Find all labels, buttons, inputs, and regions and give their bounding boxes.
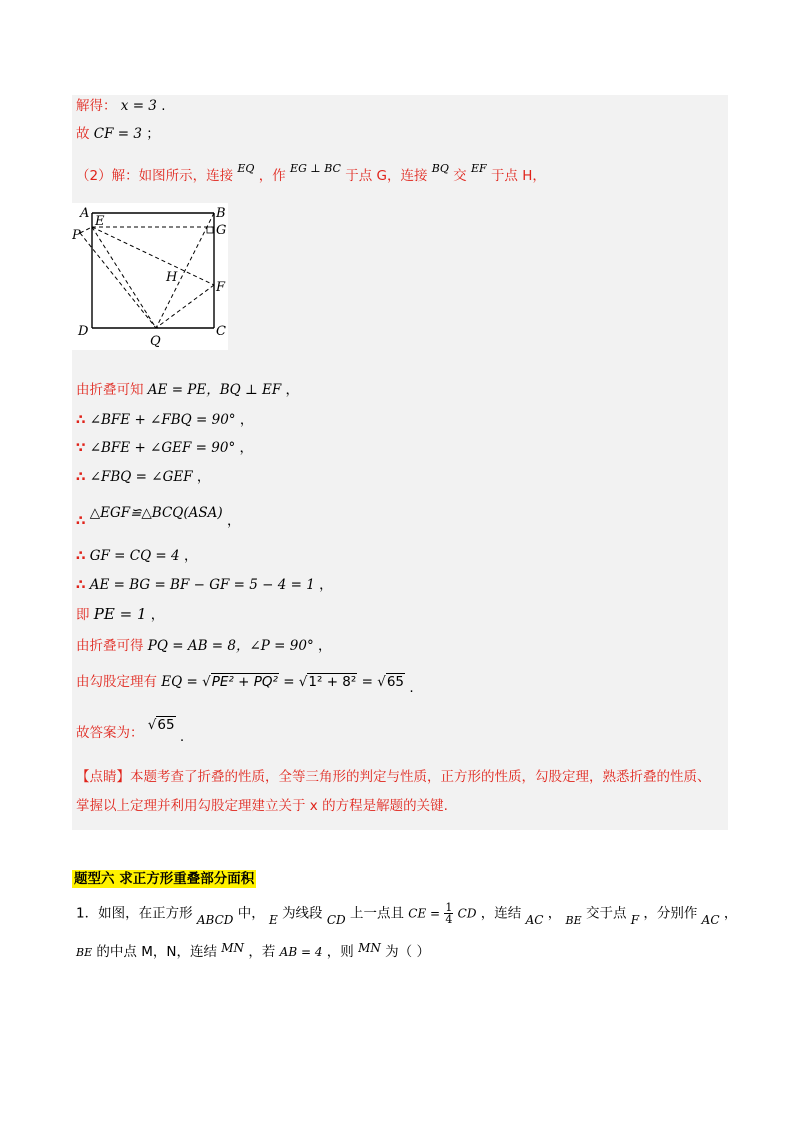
math: ∠FBQ = ∠GEF	[89, 469, 193, 485]
text: 由折叠可知	[76, 382, 144, 398]
label-p: P	[72, 228, 81, 243]
label-q: Q	[150, 334, 161, 349]
solution-line-11	[76, 604, 164, 625]
math: PE = 1	[93, 605, 147, 623]
text: .	[161, 98, 166, 114]
segment-ef	[92, 227, 214, 285]
text: ，	[723, 905, 738, 922]
segment-bq	[156, 213, 214, 328]
therefore-symbol: ∴	[76, 577, 86, 593]
math: CE =	[408, 906, 441, 921]
label-c: C	[216, 324, 226, 339]
math: ABCD	[196, 912, 234, 927]
text: 中，	[237, 905, 265, 922]
math: EQ	[237, 162, 255, 175]
math: EG ⊥ BC	[290, 162, 341, 175]
label-g: G	[216, 223, 227, 238]
solution-line-4	[76, 380, 299, 400]
solution-line-5	[76, 410, 253, 430]
math: AC	[525, 912, 544, 927]
label-f: F	[216, 280, 226, 295]
math: EF	[470, 162, 487, 175]
text: 于点 H，	[490, 168, 546, 184]
text: ，	[285, 382, 300, 398]
math: AE = BG = BF − GF = 5 − 4 = 1	[89, 577, 315, 593]
text: （2）解：如图所示，连接	[76, 168, 234, 184]
radicand: PE² + PQ²	[211, 674, 278, 690]
segment-pe	[80, 227, 92, 233]
solution-line-8	[76, 503, 241, 529]
therefore-symbol: ∴	[76, 513, 86, 529]
text: ，则	[326, 944, 354, 960]
problem-line-1	[76, 902, 737, 925]
radicand: 65	[386, 674, 405, 690]
radicand: 1² + 8²	[308, 674, 357, 690]
math: GF = CQ = 4	[89, 548, 180, 564]
radicand: 65	[157, 717, 175, 733]
text: ，作	[258, 168, 286, 184]
solution-line-7	[76, 467, 210, 487]
math: CF = 3	[93, 126, 142, 142]
text: ，若	[248, 944, 276, 960]
text: ，	[318, 638, 332, 654]
text: 1．如图，在正方形	[76, 905, 193, 922]
sqrt-symbol: √	[202, 674, 211, 690]
solution-line-3	[76, 162, 546, 187]
text: ，连结	[480, 905, 522, 922]
because-symbol: ∵	[76, 440, 86, 456]
comment-line-1: 【点睛】本题考查了折叠的性质，全等三角形的判定与性质，正方形的性质，勾股定理，熟悉折叠的性质、	[76, 769, 711, 785]
therefore-symbol: ∴	[76, 469, 86, 485]
text: 故	[76, 126, 90, 142]
label-e: E	[95, 214, 105, 229]
math: △EGF≌△BCQ	[89, 505, 184, 521]
geometry-figure	[72, 203, 228, 350]
solution-line-2	[76, 124, 160, 144]
text: ，	[183, 548, 198, 564]
text: 由折叠可得	[76, 638, 144, 654]
text: 即	[76, 607, 90, 623]
solution-line-14	[76, 717, 185, 745]
square-fold-diagram	[72, 203, 228, 350]
text: ，	[150, 607, 165, 623]
text: .	[409, 680, 414, 696]
label-h: H	[166, 270, 178, 285]
text: ，	[547, 905, 562, 922]
text: ；	[146, 126, 160, 142]
text: ，	[226, 513, 241, 529]
text: 上一点且	[349, 905, 404, 922]
segment-fq	[156, 285, 214, 328]
text: 为线段	[282, 905, 323, 922]
text: 交于点	[585, 905, 627, 922]
math: MN	[358, 941, 381, 955]
text: 故答案为：	[76, 725, 144, 741]
text: 为（ ）	[385, 944, 430, 960]
math: =	[283, 674, 295, 690]
math: ∠BFE + ∠GEF = 90°	[89, 440, 236, 456]
math: BE	[565, 913, 582, 927]
sqrt-symbol: √	[298, 674, 308, 690]
math: CD	[326, 912, 346, 927]
label-a: A	[80, 206, 90, 221]
math: F	[630, 912, 640, 927]
math: ∠BFE + ∠FBQ = 90°	[89, 412, 236, 428]
text: 解得：	[76, 98, 117, 114]
solution-line-1	[76, 96, 166, 116]
math: BQ	[431, 162, 449, 175]
text: ，分别作	[643, 905, 698, 922]
label-d: D	[78, 324, 89, 339]
text: 于点 G，连接	[345, 168, 428, 184]
right-angle-mark	[207, 227, 213, 233]
math: =	[361, 674, 373, 690]
label-b: B	[216, 206, 226, 221]
math: (ASA)	[183, 505, 223, 521]
sqrt-symbol: √	[377, 674, 386, 690]
math: PQ = AB = 8，∠P = 90°	[147, 638, 314, 654]
solution-line-9	[76, 546, 197, 566]
math: CD	[457, 906, 477, 921]
math: EQ =	[161, 674, 198, 690]
therefore-symbol: ∴	[76, 548, 86, 564]
comment-line-2: 掌握以上定理并利用勾股定理建立关于 x 的方程是解题的关键.	[76, 798, 448, 814]
math: AE = PE，BQ ⊥ EF	[147, 382, 282, 398]
solution-line-13	[76, 672, 414, 696]
solution-line-12	[76, 636, 332, 656]
fraction	[444, 902, 453, 925]
text: 交	[453, 168, 467, 184]
therefore-symbol: ∴	[76, 412, 86, 428]
math: AB = 4	[279, 945, 323, 959]
text: ，	[239, 440, 253, 456]
denominator: 4	[445, 913, 453, 926]
sqrt-symbol: √	[147, 717, 157, 733]
math: BE	[76, 946, 93, 959]
math: E	[269, 912, 278, 927]
solution-line-6	[76, 438, 253, 458]
math: AC	[701, 912, 720, 927]
problem-line-2	[76, 942, 430, 963]
numerator: 1	[445, 901, 453, 914]
math: x = 3	[120, 98, 157, 114]
text: 的中点 M，N，连结	[96, 944, 217, 960]
section-title: 题型六 求正方形重叠部分面积	[74, 871, 255, 887]
math: MN	[221, 941, 245, 955]
text: ，	[196, 469, 211, 485]
text: 由勾股定理有	[76, 674, 157, 690]
text: ，	[239, 412, 254, 428]
text: .	[179, 729, 185, 745]
text: ，	[319, 577, 333, 593]
solution-line-10	[76, 575, 333, 595]
